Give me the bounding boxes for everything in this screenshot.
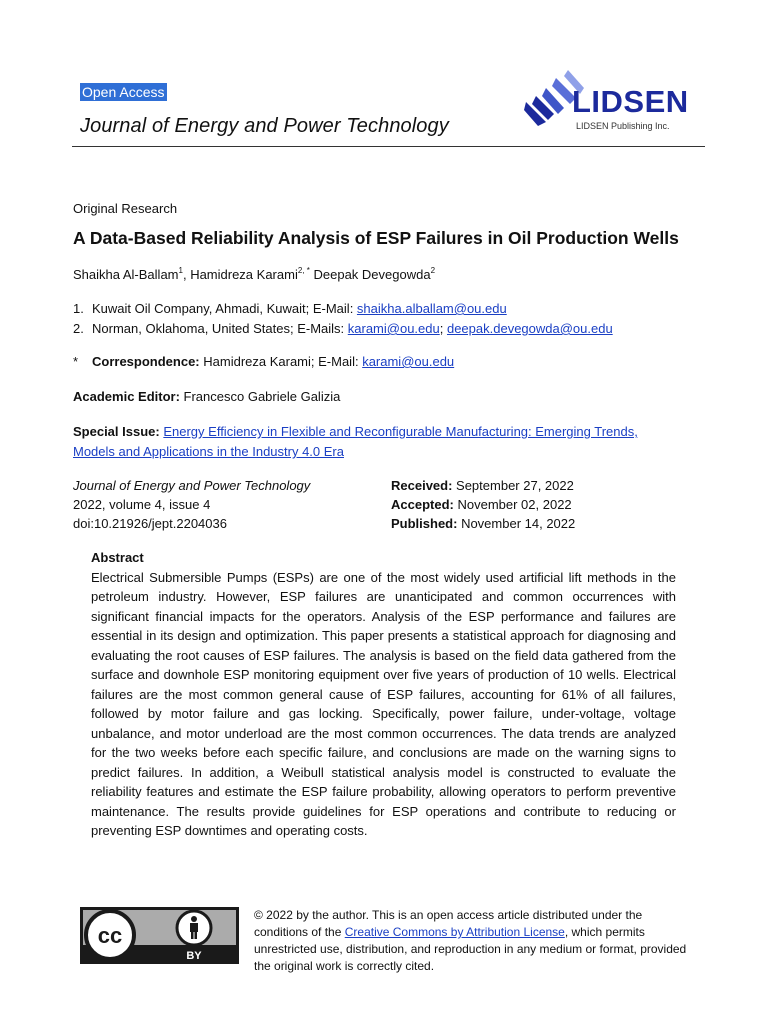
correspondence-label: Correspondence: [92, 354, 200, 369]
license-link[interactable]: Creative Commons by Attribution License [344, 925, 565, 939]
correspondence-email-link[interactable]: karami@ou.edu [362, 354, 455, 369]
email-link[interactable]: deepak.devegowda@ou.edu [446, 321, 613, 336]
editor-name: Francesco Gabriele Galizia [179, 389, 341, 404]
publication-doi: doi:10.21926/jept.2204036 [73, 516, 227, 531]
received-value: September 27, 2022 [452, 478, 574, 493]
special-issue [73, 422, 683, 462]
author-name: Deepak Devegowda [313, 267, 431, 282]
journal-title: Journal of Energy and Power Technology [80, 115, 449, 137]
by-text: BY [186, 950, 202, 962]
author-affiliation-mark: 2, * [297, 266, 310, 275]
open-access-badge: Open Access [82, 84, 165, 100]
correspondence [73, 354, 454, 369]
publication-dates [391, 476, 575, 533]
correspondence-star: * [73, 354, 79, 369]
published-value: November 14, 2022 [457, 516, 576, 531]
header-divider [72, 146, 705, 147]
accepted-value: November 02, 2022 [453, 497, 572, 512]
author-affiliation-mark: 1 [178, 266, 183, 275]
cc-text: cc [97, 923, 123, 948]
affiliation-item: 2. Norman, Oklahoma, United States; E-Mails: karami@ou.edu; deepak.devegowda@ou.edu [73, 319, 613, 339]
article-type: Original Research [73, 201, 178, 216]
author-list [73, 266, 435, 282]
license-text-after: , which permits unrestricted use, distribution, and reproduction in any medium or format, provided the original work is correctly cited. [254, 925, 687, 973]
publication-volume: 2022, volume 4, issue 4 [73, 497, 211, 512]
affiliation-list [73, 299, 613, 339]
publication-info [73, 476, 310, 533]
accepted-date [391, 495, 575, 514]
received-label: Received: [391, 478, 453, 493]
license-text-before: © 2022 by the author. This is an open access article distributed under the conditions of the [254, 908, 643, 939]
special-issue-link[interactable]: Energy Efficiency in Flexible and Reconfigurable Manufacturing: Emerging Trends, Models and Applications in the Industry 4.0 Era [73, 424, 638, 459]
lidsen-logo [524, 68, 704, 136]
license-statement [254, 907, 689, 975]
affiliation-text: Norman, Oklahoma, United States; E-Mails: [92, 321, 348, 336]
affiliation-number: 1. [73, 301, 84, 316]
abstract [91, 548, 676, 841]
received-date [391, 476, 575, 495]
logo-subtitle: LIDSEN Publishing Inc. [576, 121, 670, 131]
email-link[interactable]: shaikha.alballam@ou.edu [356, 301, 507, 316]
author-name: Shaikha Al-Ballam [73, 267, 179, 282]
special-issue-label: Special Issue: [73, 424, 160, 439]
creative-commons-icon [86, 911, 134, 959]
logo-wordmark: LIDSEN [572, 84, 689, 119]
cc-by-license-badge[interactable] [80, 907, 239, 964]
affiliation-text: Kuwait Oil Company, Ahmadi, Kuwait; E-Mail: [92, 301, 357, 316]
author-affiliation-mark: 2 [430, 266, 436, 275]
affiliation-number: 2. [73, 321, 84, 336]
editor-label: Academic Editor: [73, 389, 180, 404]
academic-editor [73, 389, 340, 404]
abstract-heading: Abstract [91, 550, 144, 565]
article-title: A Data-Based Reliability Analysis of ESP Failures in Oil Production Wells [73, 228, 679, 248]
published-label: Published: [391, 516, 458, 531]
author-name: Hamidreza Karami [190, 267, 298, 282]
email-link[interactable]: karami@ou.edu [347, 321, 440, 336]
attribution-person-icon [177, 911, 211, 945]
affiliation-item [73, 299, 613, 319]
correspondence-text: Hamidreza Karami; E-Mail: [199, 354, 363, 369]
published-date [391, 514, 575, 533]
accepted-label: Accepted: [391, 497, 454, 512]
abstract-body: Electrical Submersible Pumps (ESPs) are one of the most widely used artificial lift methods in the petroleum industry. However, ESP failures are unanticipated and common occurrences with significant financial impacts for the operators. Analysis of the ESP performance and failures are essential in its design and optimization. This paper presents a statistical approach for diagnosing and evaluating the root causes of ESP failures. The analysis is based on the field data gathered from the surface and downhole ESP monitoring equipment over five years of production of 10 wells. Electrical failures are the most common general cause of ESP failures, accounting for 61% of all failures, followed by motor failure and gas locking. Specifically, power failure, under-voltage, voltage unbalance, and motor underload are the most common occurrences. The data trends are analyzed for the two weeks before each specific failure, and conclusions are made on the warning signs to predict failures. In addition, a Weibull statistical analysis model is constructed to evaluate the reliability features and estimate the ESP failure probability, allowing operators to perform preventive maintenance. The results provide guidelines for ESP operations and contribute to reducing or preventing ESP downtimes and operating costs. [91, 569, 676, 838]
publication-journal: Journal of Energy and Power Technology [73, 478, 311, 493]
author-separator: , [182, 267, 191, 282]
